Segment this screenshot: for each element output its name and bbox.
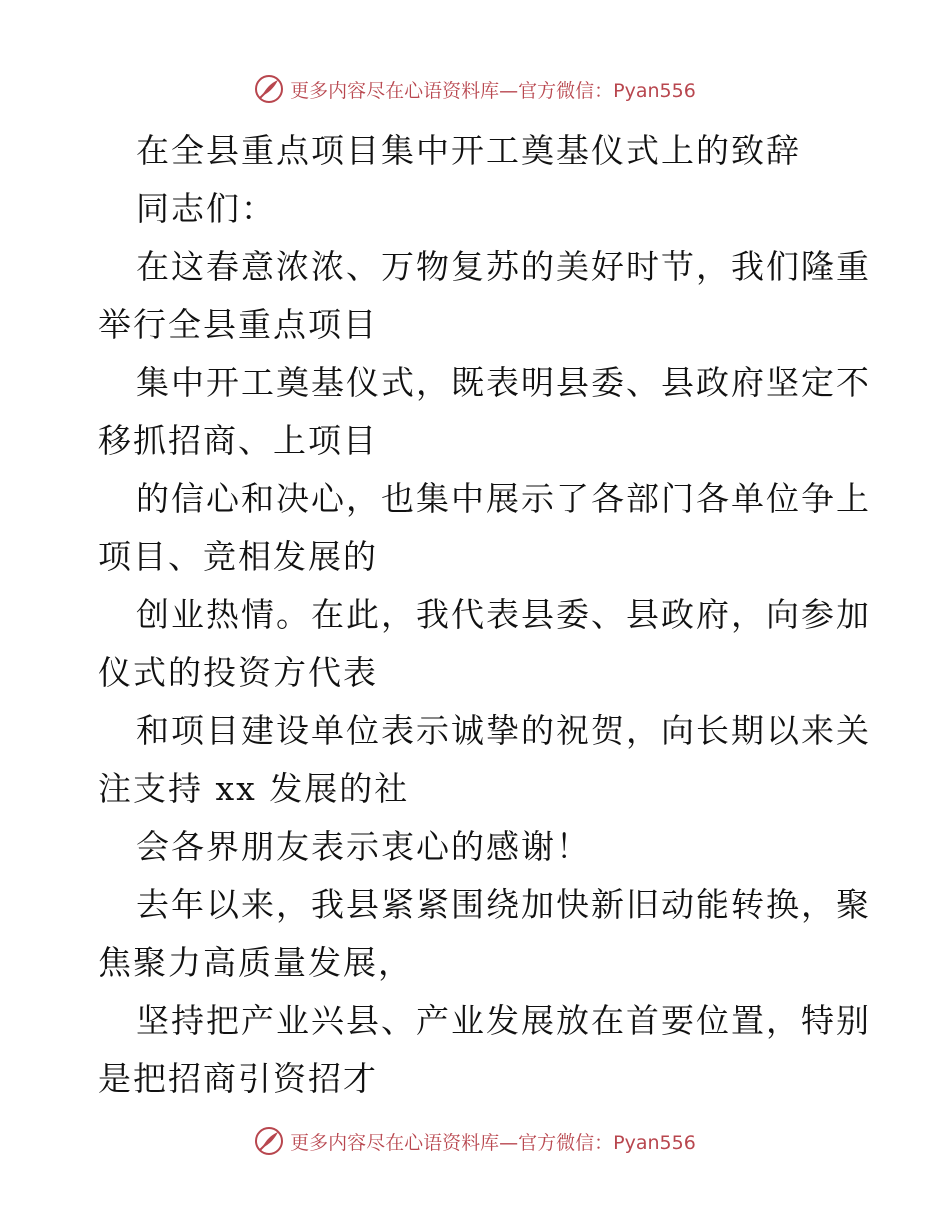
paragraph-line: 会各界朋友表示衷心的感谢！ [136,827,591,866]
paragraph-line: 仪式的投资方代表 [98,653,378,692]
footer-watermark [0,1123,950,1159]
feather-pen-logo-icon [254,74,284,104]
paragraph-line: 项目、竞相发展的 [98,537,378,576]
watermark-text: 更多内容尽在心语资料库—官方微信：Pyan556 [290,1131,696,1154]
paragraph-line: 创业热情。在此，我代表县委、县政府，向参加 [136,595,871,634]
watermark-text: 更多内容尽在心语资料库—官方微信：Pyan556 [290,79,696,102]
paragraph-line: 集中开工奠基仪式，既表明县委、县政府坚定不 [136,363,871,402]
paragraph-line: 举行全县重点项目 [98,305,378,344]
document-body [98,122,871,1108]
paragraph-line: 焦聚力高质量发展， [98,943,413,982]
paragraph-line: 坚持把产业兴县、产业发展放在首要位置，特别 [136,1001,871,1040]
salutation: 同志们： [136,189,276,228]
paragraph-line: 去年以来，我县紧紧围绕加快新旧动能转换，聚 [136,885,871,924]
document-title: 在全县重点项目集中开工奠基仪式上的致辞 [136,131,801,170]
feather-pen-logo-icon [254,1126,284,1156]
header-watermark [0,71,950,107]
paragraph-line: 在这春意浓浓、万物复苏的美好时节，我们隆重 [136,247,871,286]
paragraph-line: 注支持 xx 发展的社 [98,769,410,808]
paragraph-line: 的信心和决心，也集中展示了各部门各单位争上 [136,479,871,518]
paragraph-line: 是把招商引资招才 [98,1059,378,1098]
paragraph-line: 和项目建设单位表示诚挚的祝贺，向长期以来关 [136,711,871,750]
paragraph-line: 移抓招商、上项目 [98,421,378,460]
